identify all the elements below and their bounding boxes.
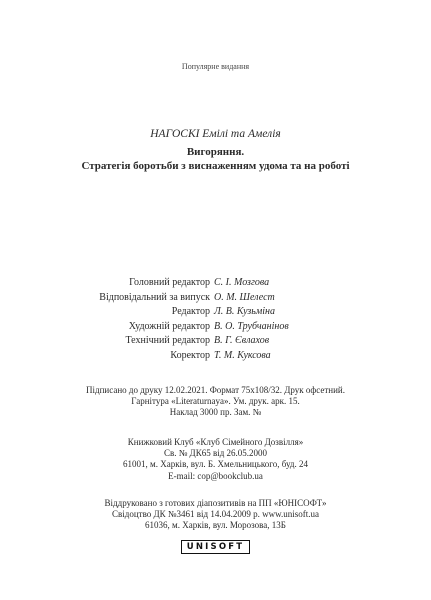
printer-details xyxy=(0,498,431,532)
publication-line: Гарнітура «Literaturnaya». Ум. друк. арк. 15. xyxy=(131,396,300,407)
credit-role: Художній редактор xyxy=(128,320,210,332)
credit-role: Головний редактор xyxy=(129,277,210,288)
series-label: Популярне видання xyxy=(181,62,250,71)
book-authors: НАГОСКІ Емілі та Амелія xyxy=(150,128,281,140)
credit-row xyxy=(0,291,431,306)
credit-row xyxy=(0,320,431,335)
printer-line: Свідоцтво ДК №3461 від 14.04.2009 р. www.unisoft.ua xyxy=(112,509,319,520)
printer-line: 61036, м. Харків, вул. Морозова, 13Б xyxy=(145,520,286,531)
credit-role: Редактор xyxy=(171,306,210,317)
credit-row xyxy=(0,349,431,364)
publisher-details xyxy=(0,437,431,482)
credit-name: О. М. Шелест xyxy=(214,291,275,303)
credit-role: Коректор xyxy=(170,349,210,361)
credit-name: Л. В. Кузьміна xyxy=(214,306,275,317)
credit-name: Т. М. Куксова xyxy=(214,349,271,361)
credit-name: С. І. Мозгова xyxy=(214,277,270,288)
publisher-line: Св. № ДК65 від 26.05.2000 xyxy=(163,448,268,459)
book-title: Вигоряння. xyxy=(186,146,245,158)
credit-row xyxy=(0,334,431,349)
credit-name: В. О. Трубчанінов xyxy=(214,320,289,332)
publication-line: Підписано до друку 12.02.2021. Формат 75х108/32. Друк офсетний. xyxy=(86,385,345,395)
editorial-credits xyxy=(0,276,431,363)
printer-logo-area xyxy=(0,536,431,554)
credit-row xyxy=(0,305,431,320)
credit-name: В. Г. Євлахов xyxy=(214,335,270,346)
publisher-line: 61001, м. Харків, вул. Б. Хмельницького, буд. 24 xyxy=(123,459,308,470)
publication-line: Наклад 3000 пр. Зам. № xyxy=(169,407,262,418)
credit-row xyxy=(0,276,431,291)
credit-role: Технічний редактор xyxy=(125,335,210,346)
publisher-line: E-mail: cop@bookclub.ua xyxy=(168,470,263,481)
book-subtitle: Стратегія боротьби з виснаженням удома та на роботі xyxy=(81,160,350,172)
unisoft-logo: UNISOFT xyxy=(181,540,251,554)
credit-role: Відповідальний за випуск xyxy=(99,291,210,303)
publication-details xyxy=(0,385,431,419)
printer-line: Віддруковано з готових діапозитивів на ПП «ЮНІСОФТ» xyxy=(104,498,327,508)
publisher-line: Книжковий Клуб «Клуб Сімейного Дозвілля» xyxy=(127,437,304,447)
